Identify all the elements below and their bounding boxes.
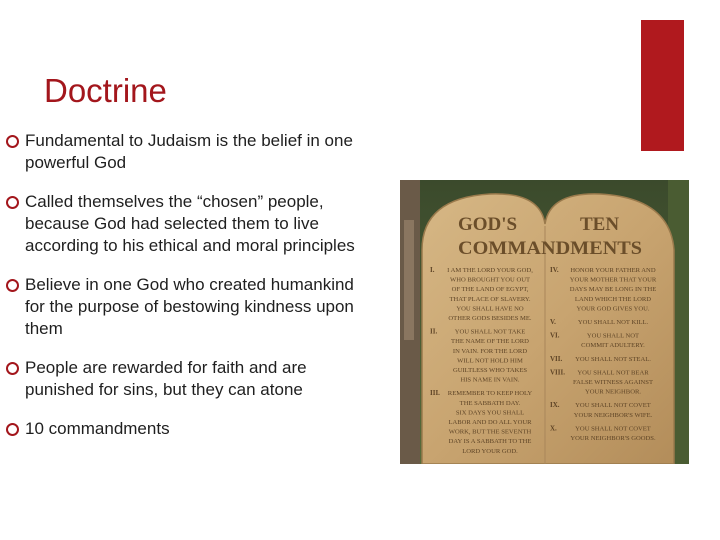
commandment-line: HONOR YOUR FATHER AND xyxy=(570,267,656,274)
monument-illustration xyxy=(400,180,689,464)
bullet-text: 10 commandments xyxy=(25,419,170,438)
commandment-line: GUILTLESS WHO TAKES xyxy=(452,367,528,374)
commandment-line: LABOR AND DO ALL YOUR xyxy=(448,419,532,426)
commandment-line: YOU SHALL NOT TAKE xyxy=(454,328,526,336)
commandment-number: VII. xyxy=(550,354,563,363)
commandment-line: I AM THE LORD YOUR GOD, xyxy=(447,267,533,274)
commandment-line: COMMIT ADULTERY. xyxy=(581,342,645,350)
commandment-line: YOUR NEIGHBOR. xyxy=(584,388,642,396)
commandment-number: X. xyxy=(550,424,557,433)
bullet-text: Believe in one God who created humankind for the purpose of bestowing kindness upon them xyxy=(25,275,354,338)
commandment-line: THAT PLACE OF SLAVERY. xyxy=(449,295,531,303)
commandment-line: IN VAIN. FOR THE LORD xyxy=(452,347,528,355)
commandment-number: IV. xyxy=(550,266,559,274)
commandment-number: III. xyxy=(430,389,440,398)
commandment-line: LAND WHICH THE LORD xyxy=(574,295,652,303)
commandment-number: II. xyxy=(430,327,438,336)
commandment-line: DAYS MAY BE LONG IN THE xyxy=(569,286,657,294)
commandment-line: WILL NOT HOLD HIM xyxy=(457,357,523,365)
commandment-line: YOUR GOD GIVES YOU. xyxy=(576,305,650,313)
bullet-item xyxy=(6,418,366,440)
commandment-line: YOUR MOTHER THAT YOUR xyxy=(569,276,657,284)
bullet-marker-icon xyxy=(6,423,19,436)
heading-left: GOD'S xyxy=(458,214,518,235)
commandment-line: REMEMBER TO KEEP HOLY xyxy=(447,390,533,398)
bullet-item xyxy=(6,274,366,340)
bullet-list xyxy=(6,130,366,457)
ten-commandments-photo xyxy=(400,180,689,464)
commandment-line: YOU SHALL NOT BEAR xyxy=(577,369,649,377)
commandment-line: WHO BROUGHT YOU OUT xyxy=(449,276,531,284)
commandment-line: FALSE WITNESS AGAINST xyxy=(573,379,653,386)
commandment-line: YOUR NEIGHBOR'S WIFE. xyxy=(573,411,653,419)
commandment-line: YOUR NEIGHBOR'S GOODS. xyxy=(570,435,656,442)
bullet-marker-icon xyxy=(6,279,19,292)
commandment-number: I. xyxy=(430,266,435,274)
commandment-line: OF THE LAND OF EGYPT, xyxy=(451,286,529,294)
commandment-line: THE NAME OF THE LORD xyxy=(451,338,529,346)
commandment-number: IX. xyxy=(550,401,560,410)
accent-bar xyxy=(641,20,684,151)
bullet-text: People are rewarded for faith and are punished for sins, but they can atone xyxy=(25,358,307,399)
commandment-line: DAY IS A SABBATH TO THE xyxy=(448,438,532,446)
commandment-line: OTHER GODS BESIDES ME. xyxy=(448,315,532,322)
heading-bottom: COMMANDMENTS xyxy=(458,238,642,259)
commandment-line: SIX DAYS YOU SHALL xyxy=(455,409,525,417)
bullet-marker-icon xyxy=(6,196,19,209)
bullet-item xyxy=(6,130,366,174)
bullet-marker-icon xyxy=(6,362,19,375)
commandment-line: YOU SHALL NOT KILL. xyxy=(577,319,649,326)
bullet-marker-icon xyxy=(6,135,19,148)
commandment-line: YOU SHALL NOT STEAL. xyxy=(575,355,651,363)
heading-right: TEN xyxy=(580,214,620,235)
commandment-line: YOU SHALL NOT xyxy=(586,332,640,340)
commandment-line: YOU SHALL HAVE NO xyxy=(456,305,524,313)
commandment-line: YOU SHALL NOT COVET xyxy=(575,425,651,433)
bullet-item xyxy=(6,357,366,401)
commandment-number: VI. xyxy=(550,331,560,340)
commandment-line: THE SABBATH DAY. xyxy=(459,399,521,407)
commandment-line: WORK, BUT THE SEVENTH xyxy=(448,428,532,436)
commandment-line: LORD YOUR GOD. xyxy=(462,447,518,455)
slide-title: Doctrine xyxy=(44,72,167,109)
commandment-number: VIII. xyxy=(550,368,565,377)
commandment-number: V. xyxy=(550,318,556,326)
bullet-text: Called themselves the “chosen” people, because God had selected them to live according to his ethical and moral principles xyxy=(25,192,355,255)
bullet-text: Fundamental to Judaism is the belief in one powerful God xyxy=(25,131,353,172)
commandment-line: HIS NAME IN VAIN. xyxy=(460,376,520,384)
commandment-line: YOU SHALL NOT COVET xyxy=(575,402,651,410)
bullet-item xyxy=(6,191,366,257)
